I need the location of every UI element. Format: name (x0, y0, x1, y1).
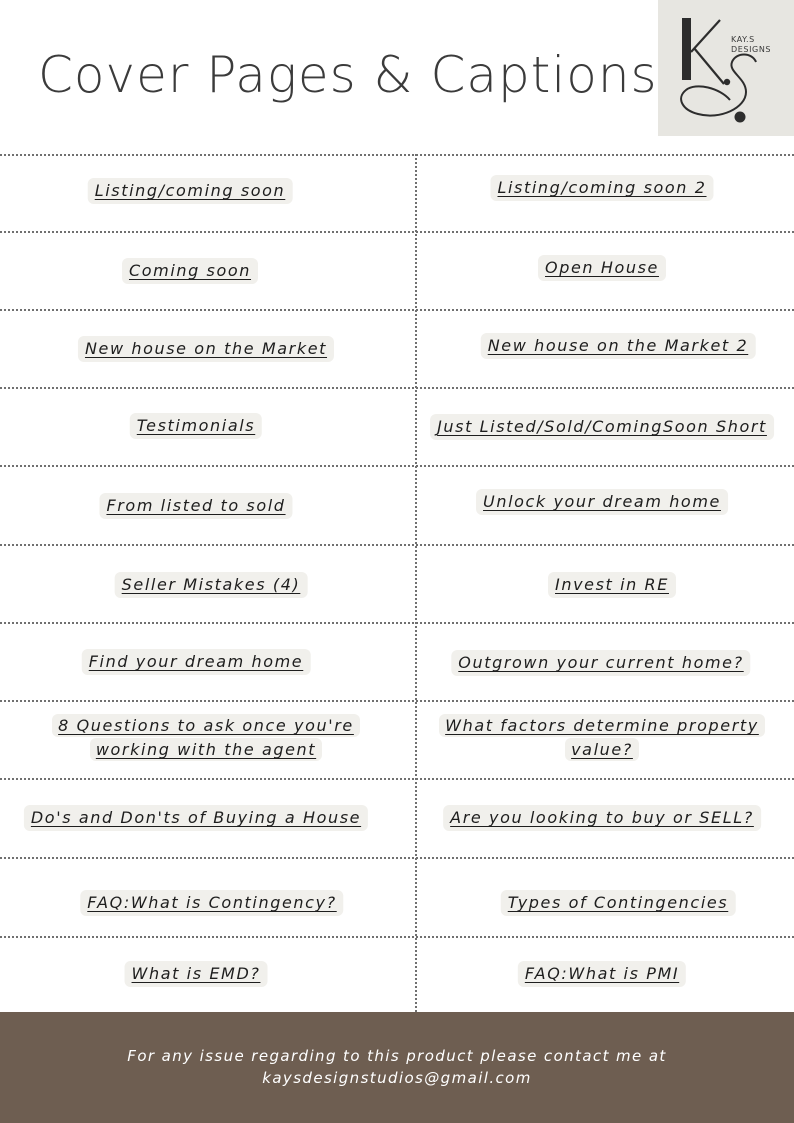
row-divider (0, 700, 794, 702)
footer-message (0, 1045, 794, 1089)
link-new-house-on-the-market-2[interactable]: New house on the Market 2 (481, 333, 756, 359)
link-seller-mistakes[interactable]: Seller Mistakes (4) (115, 572, 308, 598)
link-text: 8 Questions to ask once you're working with the agent (52, 714, 360, 761)
link-dos-and-donts-of-buying[interactable]: Do's and Don'ts of Buying a House (24, 805, 368, 831)
link-what-factors-determine-property-value[interactable] (412, 714, 792, 762)
link-8-questions-to-ask[interactable] (16, 714, 396, 762)
row-divider (0, 465, 794, 467)
row-divider (0, 936, 794, 938)
link-coming-soon[interactable]: Coming soon (122, 258, 258, 284)
contact-footer (0, 1012, 794, 1123)
logo-line-1: KAY.S (731, 35, 755, 44)
row-divider (0, 857, 794, 859)
footer-line-1: For any issue regarding to this product please contact me at (127, 1047, 667, 1065)
link-listing-coming-soon[interactable]: Listing/coming soon (88, 178, 293, 204)
link-listing-coming-soon-2[interactable]: Listing/coming soon 2 (490, 175, 713, 201)
link-testimonials[interactable]: Testimonials (130, 413, 262, 439)
contact-email[interactable]: kaysdesignstudios@gmail.com (262, 1069, 532, 1087)
link-faq-what-is-contingency[interactable]: FAQ:What is Contingency? (80, 890, 343, 916)
link-just-listed-sold-coming-soon-short[interactable]: Just Listed/Sold/ComingSoon Short (430, 414, 774, 440)
link-find-your-dream-home[interactable]: Find your dream home (82, 649, 311, 675)
page-title: Cover Pages & Captions (38, 46, 658, 104)
caption-grid (0, 154, 794, 1012)
link-from-listed-to-sold[interactable]: From listed to sold (99, 493, 292, 519)
link-text: What factors determine property value? (439, 714, 765, 761)
link-faq-what-is-pmi[interactable]: FAQ:What is PMI (518, 961, 686, 987)
brand-logo (658, 0, 794, 136)
logo-line-2: DESIGNS (731, 45, 772, 54)
link-unlock-your-dream-home[interactable]: Unlock your dream home (476, 489, 728, 515)
monogram-logo-icon (658, 0, 794, 136)
link-looking-to-buy-or-sell[interactable]: Are you looking to buy or SELL? (443, 805, 761, 831)
logo-wordmark (731, 35, 771, 55)
row-divider (0, 387, 794, 389)
row-divider (0, 309, 794, 311)
row-divider (0, 154, 794, 156)
row-divider (0, 544, 794, 546)
link-open-house[interactable]: Open House (538, 255, 666, 281)
link-new-house-on-the-market[interactable]: New house on the Market (78, 336, 334, 362)
row-divider (0, 778, 794, 780)
link-outgrown-your-current-home[interactable]: Outgrown your current home? (451, 650, 750, 676)
link-what-is-emd[interactable]: What is EMD? (125, 961, 268, 987)
link-invest-in-re[interactable]: Invest in RE (548, 572, 676, 598)
row-divider (0, 622, 794, 624)
column-divider (415, 154, 417, 1012)
link-types-of-contingencies[interactable]: Types of Contingencies (501, 890, 736, 916)
row-divider (0, 231, 794, 233)
